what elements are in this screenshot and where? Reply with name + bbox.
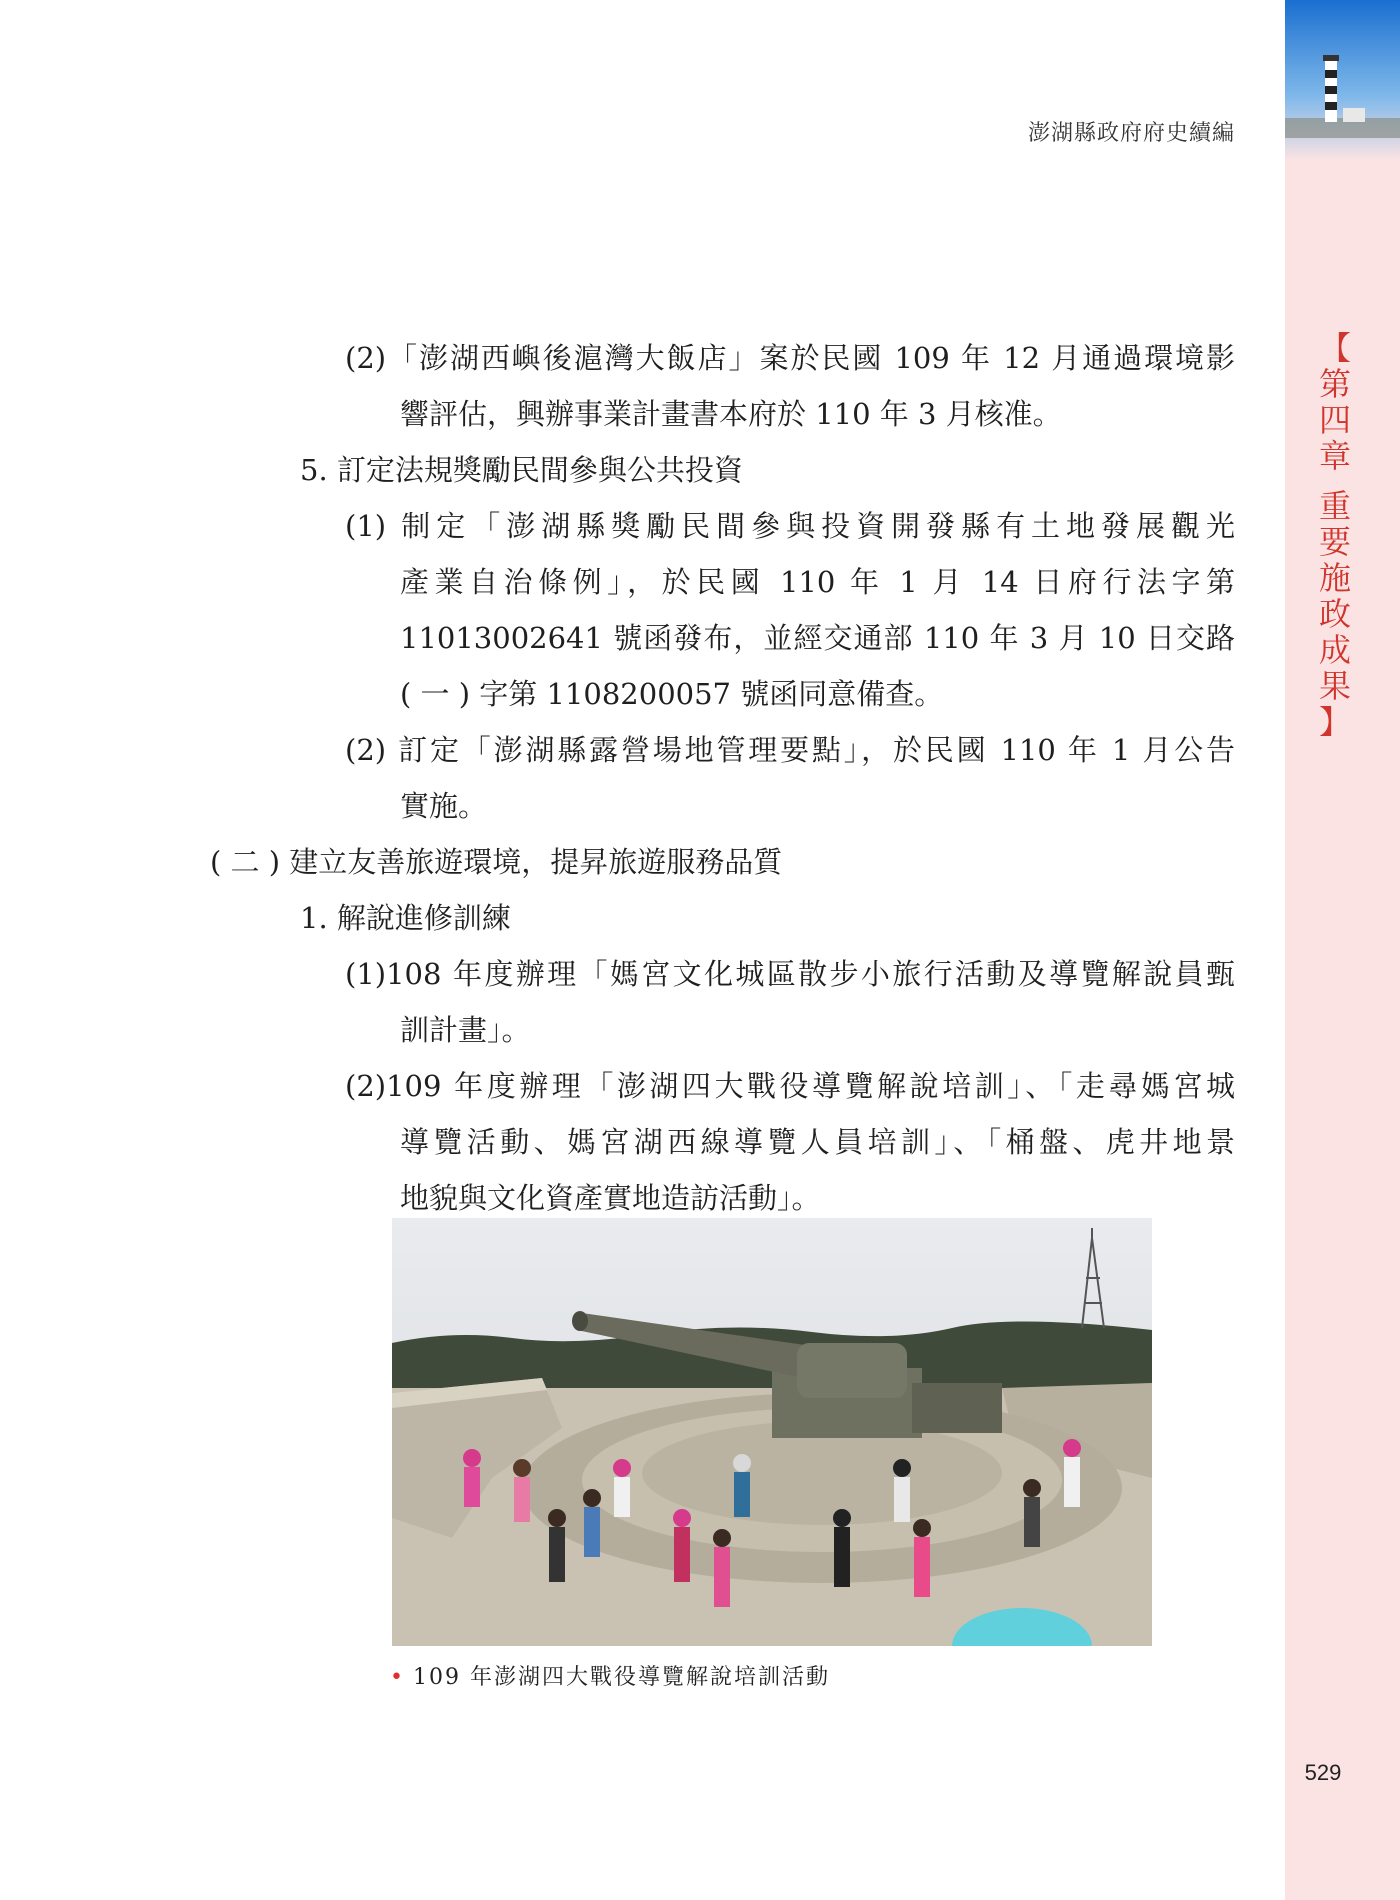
page-number: 529	[1304, 1760, 1342, 1785]
bullet-icon: •	[390, 1665, 405, 1690]
chapter-tab-char: 果	[1318, 667, 1351, 705]
chapter-tab-char: 【	[1318, 329, 1351, 367]
chapter-tab-char: 施	[1318, 559, 1351, 597]
body-line: 產業自治條例」，於民國 110 年 1 月 14 日府行法字第	[400, 565, 1235, 599]
body-line: (2)「澎湖西嶼後滬灣大飯店」案於民國 109 年 12 月通過環境影	[345, 341, 1235, 375]
chapter-tab-char: 重	[1318, 487, 1351, 525]
cannon-site-photo	[392, 1218, 1152, 1646]
side-margin-band	[1285, 0, 1400, 1900]
chapter-tab-char: 章	[1318, 437, 1351, 475]
body-line: 地貌與文化資產實地造訪活動」。	[400, 1181, 821, 1215]
body-line: (1)108 年度辦理「媽宮文化城區散步小旅行活動及導覽解說員甄	[345, 957, 1235, 991]
body-line: (2) 訂定「澎湖縣露營場地管理要點」，於民國 110 年 1 月公告	[345, 733, 1235, 767]
figure-caption	[390, 1660, 830, 1691]
body-line: 實施。	[400, 789, 488, 823]
chapter-tab-char: 】	[1318, 703, 1351, 741]
section-heading: ( 二 ) 建立友善旅遊環境，提昇旅遊服務品質	[210, 845, 783, 879]
body-line: (1) 制定「澎湖縣獎勵民間參與投資開發縣有土地發展觀光	[345, 509, 1235, 543]
body-line: 導覽活動、媽宮湖西線導覽人員培訓」、「桶盤、虎井地景	[400, 1125, 1235, 1159]
subsection-heading: 1. 解說進修訓練	[300, 901, 511, 935]
chapter-tab-char: 政	[1318, 595, 1351, 633]
body-line: (2)109 年度辦理「澎湖四大戰役導覽解說培訓」、「走尋媽宮城	[345, 1069, 1235, 1103]
chapter-tab-char	[1305, 474, 1365, 488]
body-line: 5. 訂定法規獎勵民間參與公共投資	[300, 453, 743, 487]
body-line: 訓計畫」。	[400, 1013, 531, 1047]
chapter-tab	[1305, 330, 1365, 740]
body-line: 響評估，興辦事業計畫書本府於 110 年 3 月核准。	[400, 397, 1062, 431]
chapter-tab-char: 要	[1318, 523, 1351, 561]
figure-caption-text: 109 年澎湖四大戰役導覽解說培訓活動	[412, 1665, 830, 1690]
lighthouse-photo	[1285, 0, 1400, 160]
running-header: 澎湖縣政府府史續編	[1027, 121, 1235, 146]
chapter-tab-char: 第	[1318, 365, 1351, 403]
chapter-tab-char: 成	[1318, 631, 1351, 669]
body-line: ( 一 ) 字第 1108200057 號函同意備查。	[400, 677, 944, 711]
chapter-tab-char: 四	[1318, 401, 1351, 439]
body-line: 11013002641 號函發布，並經交通部 110 年 3 月 10 日交路	[400, 621, 1235, 655]
